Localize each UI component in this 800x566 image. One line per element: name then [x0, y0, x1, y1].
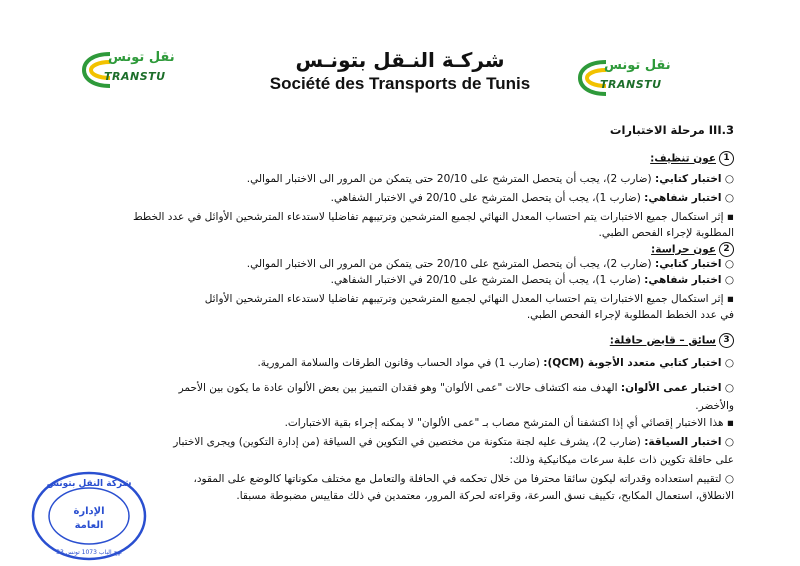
item-label: اختبار السياقة:: [644, 436, 722, 448]
item-text: إثر استكمال جميع الاختبارات يتم احتساب المعدل النهائي لجميع المترشحين وترتيبهم تفاضليا لاستدعاء المترشحين الأوائل: [204, 293, 724, 305]
list-item: [331, 192, 734, 205]
item-label: اختبار كتابي متعدد الأجوبة (QCM):: [543, 357, 722, 369]
group-number: 1: [719, 151, 734, 166]
item-text: هذا الاختبار إقصائي أي إذا اكتشفنا أن المترشح مصاب بـ "عمى الألوان" لا يمكنه إجراء بقية الاختبارات.: [284, 417, 724, 429]
company-stamp: [30, 470, 148, 562]
group-title: عون حراسة:: [651, 243, 716, 256]
section-number: 3.III: [708, 123, 734, 137]
list-item: [179, 382, 734, 395]
item-label: اختبار عمى الألوان:: [620, 382, 722, 394]
list-item: [173, 436, 734, 449]
list-item: [205, 293, 734, 306]
item-continuation: والأخضر.: [695, 400, 734, 412]
group-title: عون تنظيف:: [650, 152, 716, 165]
bullet-circle-icon: ○: [724, 382, 734, 394]
bullet-circle-icon: ○: [724, 357, 734, 369]
company-title-arabic: شركـة النـقل بتونـس: [295, 48, 505, 72]
svg-text:العامة: العامة: [74, 520, 104, 531]
item-continuation: المطلوبة لإجراء الفحص الطبي.: [598, 227, 734, 239]
logo-latin-text: TRANSTU: [600, 78, 662, 91]
item-continuation: على حافلة تكوين ذات علبة سرعات ميكانيكية وذلك:: [509, 454, 734, 466]
section-title: مرحلة الاختبارات: [609, 123, 705, 137]
section-heading: [610, 124, 734, 137]
item-text: (ضارب 1)، يجب أن يتحصل المترشح على 20/10 في الاختبار الشفاهي.: [330, 192, 641, 204]
item-text: لتقييم استعداده وقدراته ليكون سائقا محترفا من خلال تحكمه في الحافلة والتعامل مع مختلف مكوناتها كالوضع على المقود،: [193, 473, 722, 485]
item-continuation: الانطلاق، استعمال المكابح، تكييف نسق السرعة، وقراءته لحركة المرور، معتمدين في ذلك مقاييس مضبوطة مسبقا.: [236, 490, 734, 502]
bullet-circle-icon: ○: [724, 258, 734, 270]
bullet-circle-icon: ○: [724, 173, 734, 185]
item-text: (ضارب 2)، يجب أن يتحصل المترشح على 20/10 حتى يتمكن من المرور الى الاختبار الموالي.: [246, 258, 652, 270]
group-heading: [650, 151, 734, 166]
transtu-logo-right: [578, 56, 671, 108]
item-text: إثر استكمال جميع الاختبارات يتم احتساب المعدل النهائي لجميع المترشحين وترتيبهم تفاضليا لاستدعاء المترشحين الأوائل في عدد الخطط: [132, 211, 724, 223]
logo-latin-text: TRANSTU: [104, 70, 166, 83]
item-text: (ضارب 2)، يجب أن يتحصل المترشح على 20/10 حتى يتمكن من المرور الى الاختبار الموالي.: [246, 173, 652, 185]
logo-arabic-text: نقل تونس: [604, 58, 671, 73]
group-title: سائق – قابض حافلة:: [609, 334, 716, 347]
bullet-square-icon: ▪: [726, 211, 734, 223]
transtu-logo-left: [82, 48, 175, 100]
item-label: اختبار شفاهي:: [644, 274, 722, 286]
svg-text:33 نهج الباب 1073 تونس: 33 نهج الباب 1073 تونس: [56, 549, 122, 556]
group-heading: [651, 242, 734, 257]
list-item: [257, 357, 734, 370]
bullet-circle-icon: ○: [724, 473, 734, 485]
svg-text:الإدارة: الإدارة: [73, 506, 105, 517]
list-item: [247, 258, 734, 271]
list-item: [133, 211, 734, 224]
item-continuation: في عدد الخطط المطلوبة لإجراء الفحص الطبي.: [526, 309, 734, 321]
item-label: اختبار كتابي:: [655, 258, 722, 270]
item-label: اختبار شفاهي:: [644, 192, 722, 204]
bullet-square-icon: ▪: [726, 417, 734, 429]
bullet-circle-icon: ○: [724, 192, 734, 204]
item-text: الهدف منه اكتشاف حالات "عمى الألوان" وهو فقدان التمييز بين بعض الألوان عادة ما يكون بين الأحمر: [178, 382, 618, 394]
list-item: [247, 173, 734, 186]
item-text: (ضارب 1) في مواد الحساب وقانون الطرقات والسلامة المرورية.: [257, 357, 540, 369]
list-item: [285, 417, 734, 430]
group-number: 3: [719, 333, 734, 348]
list-item: [193, 473, 734, 486]
logo-arabic-text: نقل تونس: [108, 50, 175, 65]
item-label: اختبار كتابي:: [655, 173, 722, 185]
list-item: [331, 274, 734, 287]
item-text: (ضارب 1)، يجب أن يتحصل المترشح على 20/10 في الاختبار الشفاهي.: [330, 274, 641, 286]
item-text: (ضارب 2)، يشرف عليه لجنة متكونة من مختصين في التكوين في السياقة (من إدارة التكوين) ويجرى الاختبار: [173, 436, 641, 448]
company-title-french: Société des Transports de Tunis: [269, 74, 531, 93]
group-heading: [610, 333, 734, 348]
svg-text:شركة النقل بتونس: شركة النقل بتونس: [46, 479, 132, 489]
bullet-square-icon: ▪: [726, 293, 734, 305]
group-number: 2: [719, 242, 734, 257]
bullet-circle-icon: ○: [724, 274, 734, 286]
bullet-circle-icon: ○: [724, 436, 734, 448]
